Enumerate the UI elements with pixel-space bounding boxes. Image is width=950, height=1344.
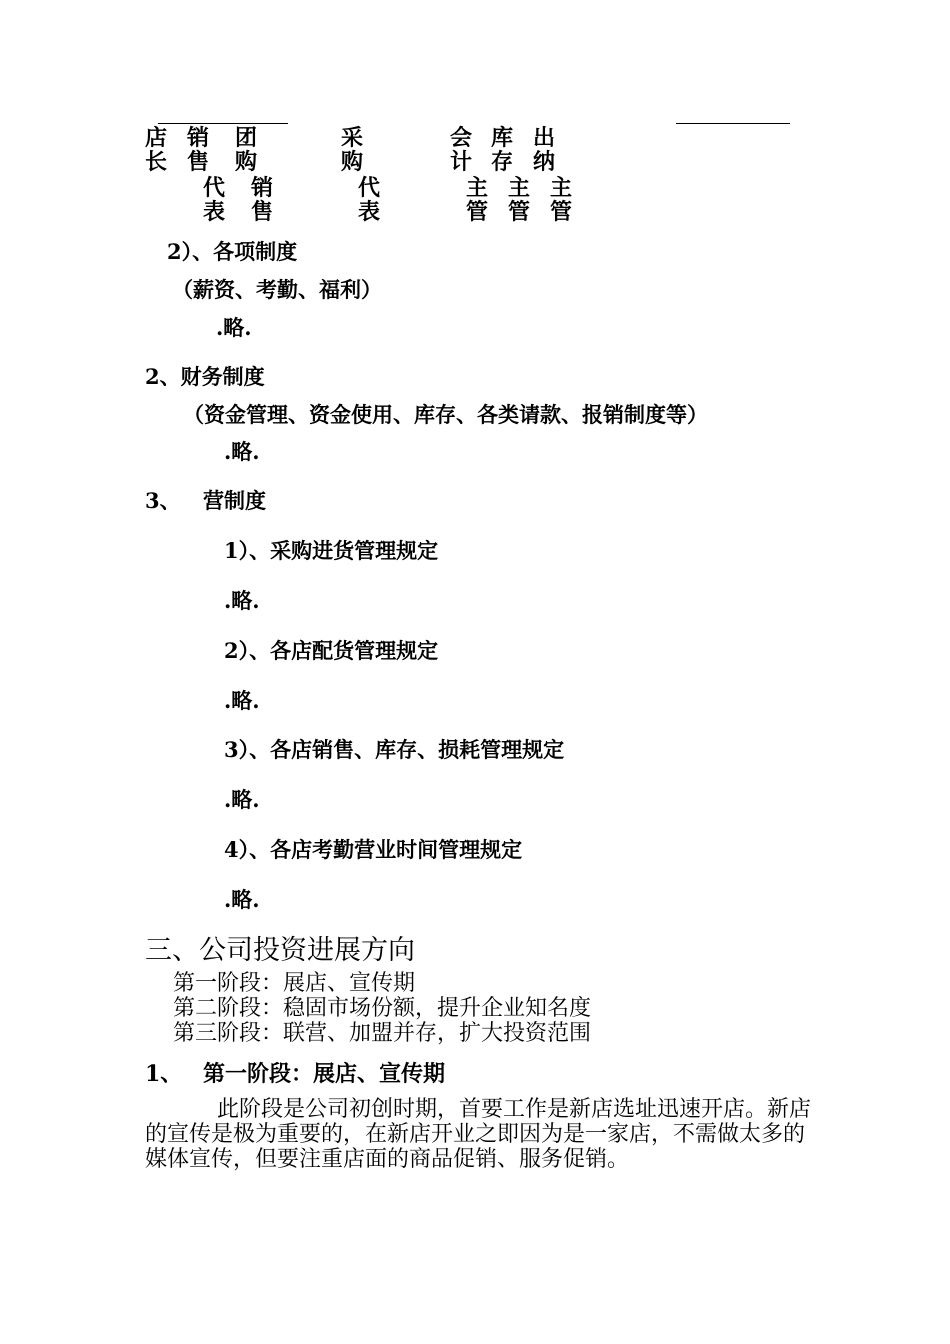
omitted-text: .略. xyxy=(224,688,260,713)
org-char: 主 xyxy=(466,175,489,201)
org-char: 购 xyxy=(341,149,364,175)
org-char: 售 xyxy=(251,199,274,225)
org-char: 表 xyxy=(203,199,226,225)
org-char: 代 xyxy=(358,175,381,201)
org-char: 纳 xyxy=(533,149,556,175)
org-char: 主 xyxy=(550,175,573,201)
phase-line: 第三阶段：联营、加盟并存，扩大投资范围 xyxy=(173,1021,592,1046)
omitted-text: .略. xyxy=(224,588,260,613)
subsection-heading-phase-one: 第一阶段：展店、宣传期 xyxy=(203,1061,446,1087)
section-heading-various-policies: 2）、各项制度 xyxy=(167,239,298,264)
org-char: 销 xyxy=(187,125,210,151)
section-number-operations: 3、 xyxy=(145,488,181,513)
omitted-text: .略. xyxy=(216,315,252,340)
policy-item-title: 2）、各店配货管理规定 xyxy=(224,638,439,663)
phase-one-paragraph: 此阶段是公司初创时期，首要工作是新店选址迅速开店。新店的宣传是极为重要的，在新店开业之即因为是一家店，不需做太多的媒体宣传，但要注重店面的商品促销、服务促销。 xyxy=(145,1097,812,1172)
org-char: 表 xyxy=(358,199,381,225)
org-char: 存 xyxy=(491,149,514,175)
org-char: 会 xyxy=(450,125,473,151)
omitted-text: .略. xyxy=(224,439,260,464)
section-heading-operations: 营制度 xyxy=(203,488,266,513)
subsection-number: 1、 xyxy=(145,1061,183,1087)
section-note-salary: （薪资、考勤、福利） xyxy=(172,277,382,302)
phase-line: 第一阶段：展店、宣传期 xyxy=(173,971,416,996)
org-char: 库 xyxy=(491,125,514,151)
org-char: 采 xyxy=(341,125,364,151)
org-char: 管 xyxy=(508,199,531,225)
org-connector-line-left xyxy=(158,123,288,124)
org-connector-line-right xyxy=(676,123,790,124)
org-char: 出 xyxy=(533,125,556,151)
org-char: 售 xyxy=(187,149,210,175)
org-char: 店 xyxy=(145,125,168,151)
policy-item-title: 1）、采购进货管理规定 xyxy=(224,538,439,563)
org-char: 购 xyxy=(235,149,258,175)
org-char: 管 xyxy=(550,199,573,225)
policy-item-title: 4）、各店考勤营业时间管理规定 xyxy=(224,837,523,862)
org-char: 团 xyxy=(235,125,258,151)
omitted-text: .略. xyxy=(224,787,260,812)
phase-line: 第二阶段：稳固市场份额，提升企业知名度 xyxy=(173,996,592,1021)
chapter-heading-investment: 三、公司投资进展方向 xyxy=(145,935,415,966)
org-char: 管 xyxy=(466,199,489,225)
section-heading-finance: 2、财务制度 xyxy=(145,364,265,389)
org-char: 计 xyxy=(450,149,473,175)
org-char: 主 xyxy=(508,175,531,201)
policy-item-title: 3）、各店销售、库存、损耗管理规定 xyxy=(224,737,565,762)
section-note-finance: （资金管理、资金使用、库存、各类请款、报销制度等） xyxy=(183,402,708,427)
org-char: 销 xyxy=(251,175,274,201)
org-char: 代 xyxy=(203,175,226,201)
omitted-text: .略. xyxy=(224,887,260,912)
org-char: 长 xyxy=(145,149,168,175)
